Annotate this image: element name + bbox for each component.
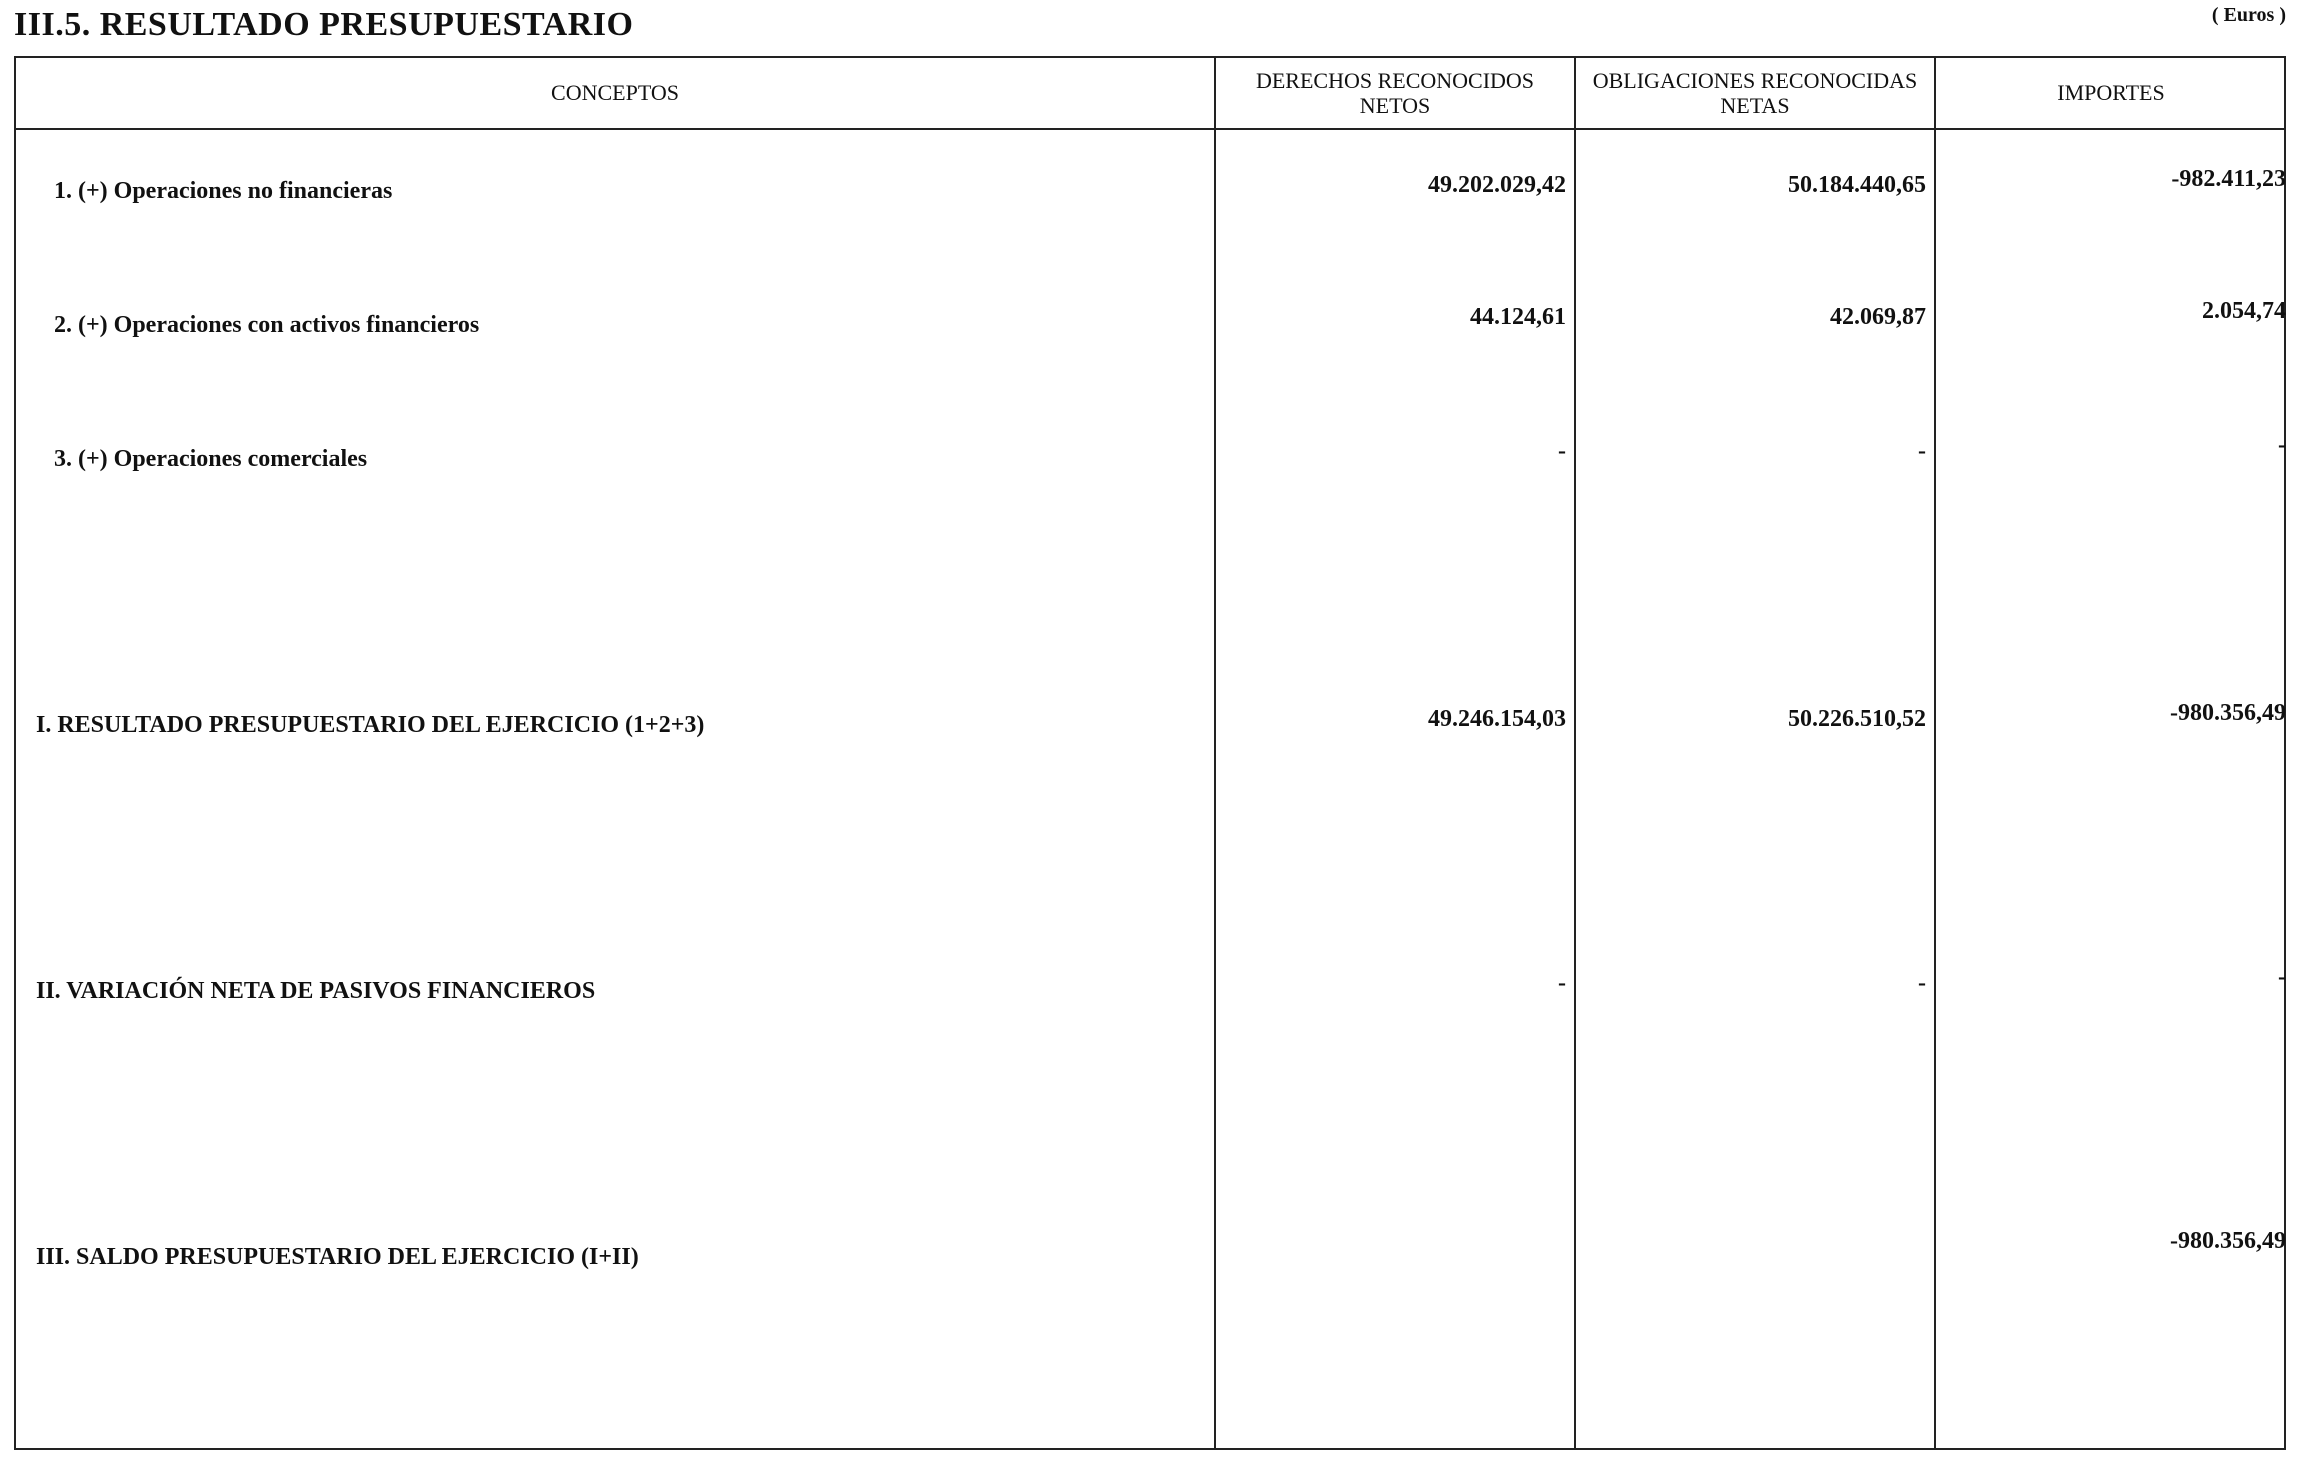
row-1-obligaciones: 50.184.440,65	[1788, 172, 1926, 198]
row-3-obligaciones: -	[1918, 438, 1926, 464]
header-importes-label: IMPORTES	[2057, 80, 2165, 106]
row-3-derechos: -	[1558, 438, 1566, 464]
budget-result-table	[14, 56, 2286, 1450]
row-2-concepto: 2. (+) Operaciones con activos financieros	[54, 312, 480, 338]
header-obligaciones	[1576, 58, 1934, 128]
header-conceptos	[16, 58, 1214, 128]
column-divider	[1934, 58, 1936, 1448]
page-title: III.5. RESULTADO PRESUPUESTARIO	[14, 6, 634, 43]
header-importes	[1936, 58, 2286, 128]
header-obligaciones-line2: NETAS	[1720, 93, 1790, 118]
row-1-derechos: 49.202.029,42	[1428, 172, 1566, 198]
row-1-importes: -982.411,23	[2171, 166, 2286, 192]
header-divider	[16, 128, 2284, 130]
row-3-concepto: 3. (+) Operaciones comerciales	[54, 446, 368, 472]
column-divider	[1574, 58, 1576, 1448]
row-II-obligaciones: -	[1918, 970, 1926, 996]
row-I-concepto: I. RESULTADO PRESUPUESTARIO DEL EJERCICIO (1+2+3)	[36, 712, 705, 738]
row-I-obligaciones: 50.226.510,52	[1788, 706, 1926, 732]
row-III-concepto: III. SALDO PRESUPUESTARIO DEL EJERCICIO (I+II)	[36, 1244, 639, 1270]
row-I-derechos: 49.246.154,03	[1428, 706, 1566, 732]
row-III-importes: -980.356,49	[2170, 1228, 2286, 1254]
row-2-obligaciones: 42.069,87	[1830, 304, 1926, 330]
header-obligaciones-line1: OBLIGACIONES RECONOCIDAS	[1592, 67, 1918, 93]
column-divider	[1214, 58, 1216, 1448]
units-label: ( Euros )	[2211, 4, 2286, 26]
row-2-derechos: 44.124,61	[1470, 304, 1566, 330]
row-II-concepto: II. VARIACIÓN NETA DE PASIVOS FINANCIEROS	[36, 978, 596, 1004]
header-derechos	[1216, 58, 1574, 128]
header-conceptos-label: CONCEPTOS	[551, 80, 679, 106]
header-derechos-line2: NETOS	[1359, 93, 1431, 118]
row-3-importes: -	[2278, 432, 2286, 458]
header-derechos-line1: DERECHOS RECONOCIDOS	[1255, 67, 1535, 93]
row-I-importes: -980.356,49	[2170, 700, 2286, 726]
row-II-importes: -	[2278, 964, 2286, 990]
row-2-importes: 2.054,74	[2202, 298, 2286, 324]
row-1-concepto: 1. (+) Operaciones no financieras	[54, 178, 393, 204]
row-II-derechos: -	[1558, 970, 1566, 996]
